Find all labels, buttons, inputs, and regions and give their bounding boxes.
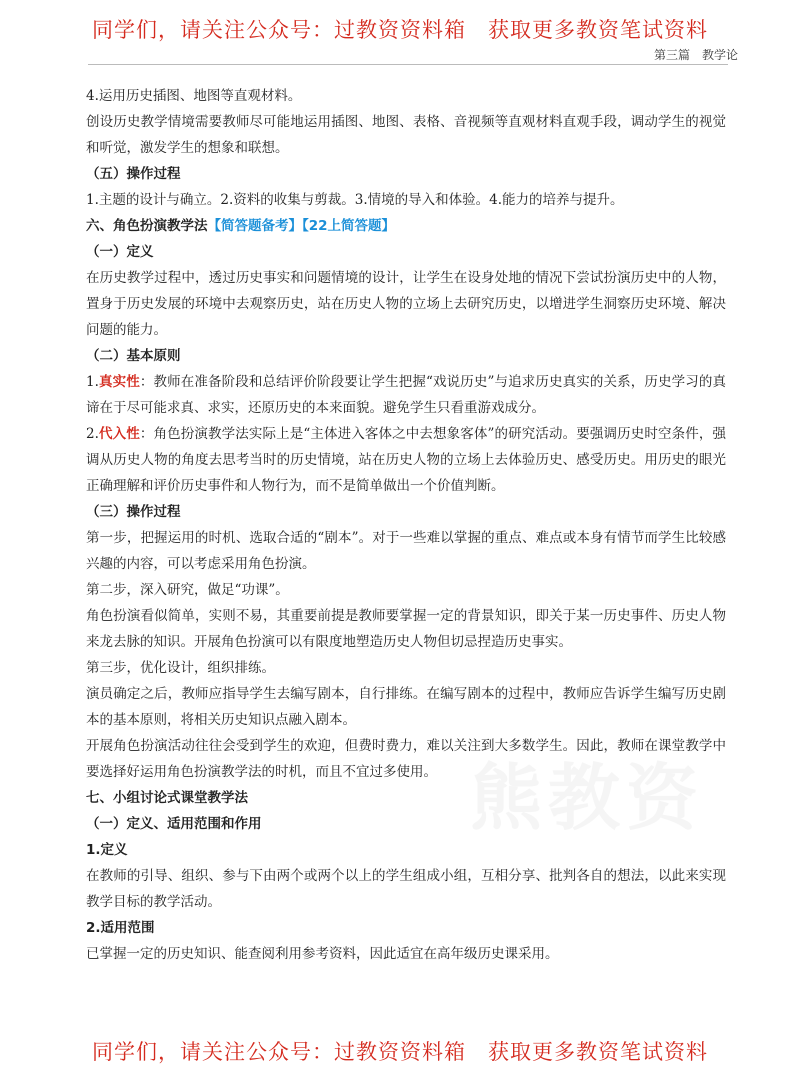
paragraph: 开展角色扮演活动往往会受到学生的欢迎，但费时费力，难以关注到大多数学生。因此，教师在课堂教学中要选择好运用角色扮演教学法的时机，而且不宜过多使用。 [86, 738, 726, 780]
section-title: 七、小组讨论式课堂教学法 [86, 790, 248, 806]
item-number: 1. [86, 374, 99, 390]
paragraph: 第一步，把握运用的时机、选取合适的“剧本”。对于一些难以掌握的重点、难点或本身有情节而学生比较感兴趣的内容，可以考虑采用角色扮演。 [86, 530, 726, 572]
paragraph: 角色扮演看似简单，实则不易，其重要前提是教师要掌握一定的背景知识，即关于某一历史事件、历史人物来龙去脉的知识。开展角色扮演可以有限度地塑造历史人物但切忌捏造历史事实。 [86, 608, 726, 650]
item-title: 2.适用范围 [86, 920, 155, 936]
item-number: 2. [86, 426, 99, 442]
chapter-header: 第三篇 教学论 [653, 48, 738, 62]
item-text: ：角色扮演教学法实际上是“主体进入客体之中去想象客体”的研究活动。要强调历史时空条件，强调从历史人物的角度去思考当时的历史情境，站在历史人物的立场上去体验历史、感受历史。用历史的眼光正确理解和评价历史事件和人物行为，而不是简单做出一个价值判断。 [86, 426, 726, 494]
exam-tag: 【22上简答题】 [302, 218, 396, 234]
keyword: 真实性 [98, 374, 140, 390]
paragraph: 1.主题的设计与确立。2.资料的收集与剪裁。3.情境的导入和体验。4.能力的培养与提升。 [86, 192, 624, 208]
section-title: 4.运用历史插图、地图等直观材料。 [86, 88, 302, 104]
paragraph: 在历史教学过程中，透过历史事实和问题情境的设计，让学生在设身处地的情况下尝试扮演历史中的人物，置身于历史发展的环境中去观察历史，站在历史人物的立场上去研究历史，以增进学生洞察历史环境、解决问题的能力。 [86, 270, 726, 338]
paragraph: 创设历史教学情境需要教师尽可能地运用插图、地图、表格、音视频等直观材料直观手段，调动学生的视觉和听觉，激发学生的想象和联想。 [86, 114, 726, 156]
section-title: 六、角色扮演教学法 [86, 218, 208, 234]
header-divider [88, 64, 728, 65]
promo-banner-top: 同学们，请关注公众号：过教资资料箱 获取更多教资笔试资料 [92, 18, 708, 42]
section-heading-6 [86, 213, 726, 239]
exam-tag: 【简答题备考】 [207, 218, 302, 234]
paragraph: 演员确定之后，教师应指导学生去编写剧本，自行排练。在编写剧本的过程中，教师应告诉学生编写历史剧本的基本原则，将相关历史知识点融入剧本。 [86, 686, 726, 728]
principle-item [86, 369, 726, 421]
subsection-title: （一）定义 [86, 244, 154, 260]
item-title: 1.定义 [86, 842, 128, 858]
subsection-title: （三）操作过程 [86, 504, 181, 520]
watermark: 熊教资 [470, 756, 705, 840]
paragraph: 在教师的引导、组织、参与下由两个或两个以上的学生组成小组，互相分享、批判各自的想法，以此来实现教学目标的教学活动。 [86, 868, 726, 910]
principle-item [86, 421, 726, 499]
paragraph: 第二步，深入研究，做足“功课”。 [86, 582, 289, 598]
subsection-title: （五）操作过程 [86, 166, 181, 182]
paragraph: 已掌握一定的历史知识、能查阅利用参考资料，因此适宜在高年级历史课采用。 [86, 946, 559, 962]
document-body [86, 83, 726, 967]
item-text: ：教师在准备阶段和总结评价阶段要让学生把握“戏说历史”与追求历史真实的关系，历史学习的真谛在于尽可能求真、求实，还原历史的本来面貌。避免学生只看重游戏成分。 [86, 374, 726, 416]
subsection-title: （二）基本原则 [86, 348, 181, 364]
keyword: 代入性 [98, 426, 140, 442]
paragraph: 第三步，优化设计，组织排练。 [86, 660, 275, 676]
subsection-title: （一）定义、适用范围和作用 [86, 816, 262, 832]
promo-banner-bottom: 同学们，请关注公众号：过教资资料箱 获取更多教资笔试资料 [92, 1040, 708, 1064]
